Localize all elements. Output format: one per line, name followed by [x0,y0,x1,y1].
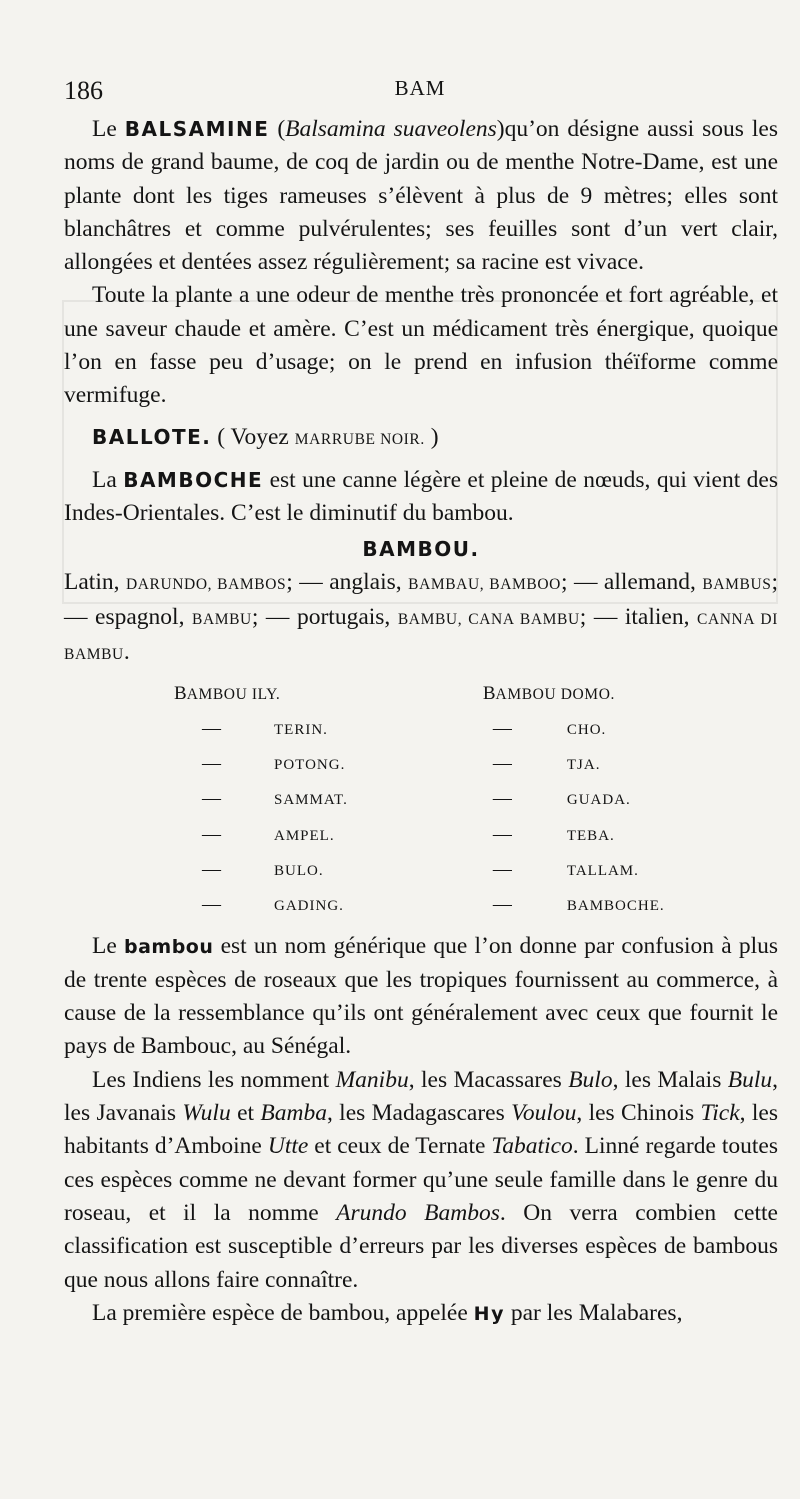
column-header-ily [64,676,414,712]
paragraph-balsamine-2: Toute la plante a une odeur de menthe très prononcée et fort agréable, et une saveur chaude et amère. C’est un médicament très énergique, quoique l’on en fasse peu d’usage; on le prend en infusion théïforme comme vermifuge. [64,282,778,409]
headword-bambou: bambou [123,935,214,958]
page-header [64,76,776,110]
table-row [64,888,778,923]
lang-label: ; — portugais, [251,604,398,631]
ditto-dash: — [492,894,512,916]
ditto-dash: — [202,858,221,880]
table-row [64,853,778,888]
text-run: par les Malabares, [504,1299,683,1326]
text-run: , les Malais [612,1066,728,1093]
variety-name: AMPEL. [274,827,335,844]
headword-ballote: BALLOTE. [92,424,212,449]
lang-label: ; — anglais, [286,568,409,595]
running-head: BAM [394,76,446,100]
page-number: 186 [64,76,103,105]
headword-bamboche: BAMBOCHE [123,467,264,492]
local-name: Wulu [182,1100,231,1127]
header-rest: AMBOU ILY. [186,685,281,703]
entry-text: est un nom générique que l’on donne par confusion à plus de trente espèces de roseaux que les tropiques fournissent au commerce, à cause de la ressemblance qu’ils ont généralement avec ceux que fournit le pays de Bambouc, au Sénégal. [64,932,778,1060]
variety-name: GADING. [274,898,344,915]
header-initial: B [174,682,187,704]
text-run: et ceux de Ternate [308,1133,492,1160]
text-run: . On verra combien cette classification est susceptible d’erreurs par les diverses espèces de bambous que nous allons faire connaître. [64,1199,778,1293]
ditto-dash: — [492,823,512,845]
cross-reference: MARRUBE NOIR. [294,430,425,448]
table-cell [64,747,414,782]
text-run: Les Indiens les nomment [92,1066,336,1093]
table-cell [414,888,778,923]
header-initial: B [482,682,496,704]
variety-name: POTONG. [274,757,346,774]
ditto-dash: — [492,753,512,775]
table-cell [414,818,778,853]
entry-balsamine [64,113,778,279]
paragraph-bambou-2 [64,1064,778,1297]
table-cell [64,853,414,888]
header-rest: AMBOU DOMO. [495,685,615,703]
table-cell [64,712,414,747]
heading-bambou: BAMBOU. [362,536,480,561]
table-row [64,712,778,747]
name-latin: DARUNDO, BAMBOS [125,575,287,593]
name-spanish: BAMBU [192,611,252,629]
entry-text: qu’on désigne aussi sous les noms de grand baume, de coq de jardin ou de menthe Notre-Dame, est une plante dont les tiges rameuses s’élèvent à plus de 9 mètres; elles sont blanchâtres et comme pulvérulentes; ses feuilles sont d’un vert clair, allongées et dentées assez régulièrement; sa racine est vivace. [64,116,778,276]
text-run: , les habitants d’Amboine [64,1100,778,1160]
local-name: Bamba [260,1100,327,1127]
bamboo-varieties-table [64,676,778,924]
variety-name: BAMBOCHE. [566,898,665,915]
headword-hy: Hy [473,1302,505,1325]
name-german: BAMBUS [702,575,772,593]
column-header-domo [414,676,778,712]
table-cell [64,818,414,853]
ditto-dash: — [202,823,221,845]
headword-balsamine: BALSAMINE [124,117,270,141]
text-run: , les Macassares [408,1066,569,1093]
table-cell [414,782,778,817]
name-portuguese: BAMBU, CANA BAMBU [397,611,580,629]
local-name: Manibu [335,1066,409,1093]
paragraph-bambou-1 [64,930,778,1064]
entry-ballote [64,421,778,456]
lang-label: ; — espagnol, [64,568,778,631]
table-row [64,747,778,782]
text-run: , les Madagascares [326,1100,512,1127]
ditto-dash: — [202,717,221,739]
ditto-dash: — [492,788,512,810]
scientific-name: Arundo Bambos [336,1199,500,1226]
entry-text: est une canne légère et pleine de nœuds, qui vient des Indes-Orientales. C’est le diminutif du bambou. [64,466,778,527]
entry-bamboche [64,464,778,531]
lang-label: ; — italien, [579,604,698,631]
variety-name: TERIN. [274,721,328,738]
ditto-dash: — [492,717,512,739]
table-header-row [64,676,778,712]
table-cell [64,782,414,817]
table-cell [64,888,414,923]
entry-prefix: Le [92,932,124,959]
entry-prefix: Le [92,116,125,142]
variety-name: BULO. [274,862,324,879]
bambou-names [64,566,778,672]
name-italian: CANNA DI BAMBU [64,611,778,664]
lang-label: Latin, [64,568,126,595]
table-row [64,818,778,853]
local-name: Bulu [727,1066,773,1093]
variety-name: TALLAM. [566,862,639,879]
text-run: et [230,1100,261,1127]
ditto-dash: — [202,894,221,916]
text-run: La première espèce de bambou, appelée [92,1299,474,1326]
name-english: BAMBAU, BAMBOO [408,575,561,593]
cross-ref-open: ( Voyez [211,423,295,450]
ditto-dash: — [202,788,221,810]
table-row [64,782,778,817]
local-name: Utte [267,1133,309,1160]
text-run: , les Chinois [576,1100,701,1127]
ditto-dash: — [492,858,512,880]
local-name: Bulo [568,1066,613,1093]
ditto-dash: — [202,753,221,775]
table-cell [414,712,778,747]
scientific-name: Balsamina suaveolens [285,116,497,142]
variety-name: CHO. [566,721,607,738]
local-name: Voulou [511,1100,577,1127]
variety-name: TEBA. [566,827,615,844]
paren-open: ( [269,116,286,142]
table-cell [414,747,778,782]
page-body [64,113,778,1331]
variety-name: GUADA. [566,792,631,809]
cross-ref-close: ) [424,423,439,450]
local-name: Tick [700,1100,740,1127]
paragraph-bambou-3 [64,1297,778,1331]
end-punct: . [123,639,130,666]
table-cell [414,853,778,888]
local-name: Tabatico [491,1133,573,1160]
text-run: . Linné regarde toutes ces espèces comme ne devant former qu’une seule famille dans le genre du roseau, et il la nomme [64,1133,778,1226]
paren-close: ) [496,116,505,142]
entry-prefix: La [92,466,124,493]
variety-name: TJA. [566,757,601,774]
text-run: , les Javanais [64,1066,778,1127]
variety-name: SAMMAT. [274,792,348,809]
lang-label: ; — allemand, [560,568,703,595]
